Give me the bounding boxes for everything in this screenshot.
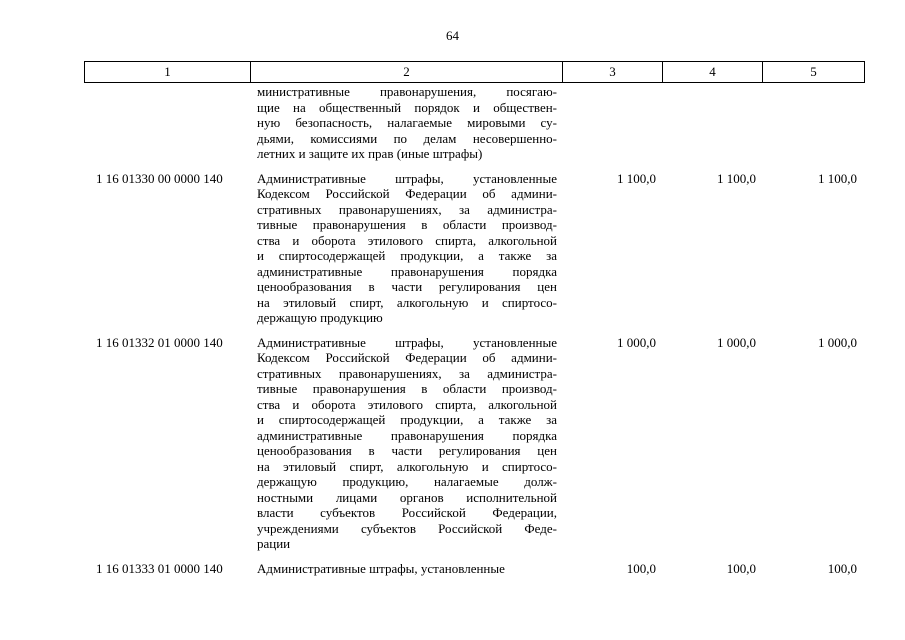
description-line: тивные правонарушения в области производ- (257, 381, 557, 396)
column-header-2: 2 (251, 62, 563, 82)
description-line: власти субъектов Российской Федерации, (257, 505, 557, 520)
description-line: министративные правонарушения, посягаю- (257, 84, 557, 99)
budget-code: 1 16 01333 01 0000 140 (96, 560, 223, 576)
description-line: на этиловый спирт, алкогольную и спиртосо- (257, 294, 557, 310)
description-line: Административные штрафы, установленные (257, 170, 557, 186)
description-line: Кодексом Российской Федерации об админи- (257, 350, 557, 365)
description-line: летних и защите их прав (иные штрафы) (257, 146, 483, 161)
description-line: держащую продукцию (257, 310, 383, 325)
amount-column-5: 100,0 (827, 560, 857, 576)
description-line: щие на общественный порядок и обществен- (257, 99, 557, 115)
table-row (84, 171, 865, 326)
amount-column-4: 1 000,0 (717, 334, 756, 350)
column-header-4: 4 (663, 62, 763, 82)
description-line: рации (257, 536, 291, 551)
page-number: 64 (446, 28, 459, 43)
description-line: ства и оборота этилового спирта, алкогольной (257, 396, 557, 412)
amount-column-4: 1 100,0 (717, 170, 756, 186)
description-line: учреждениями субъектов Российской Феде- (257, 520, 557, 536)
amount-column-4: 100,0 (726, 560, 756, 576)
description-line: ценообразования в части регулирования цен (257, 443, 557, 458)
description-line: Кодексом Российской Федерации об админи- (257, 186, 557, 201)
column-header-3: 3 (563, 62, 663, 82)
row-description (250, 335, 562, 552)
description-line: административные правонарушения порядка (257, 427, 557, 443)
amount-column-4 (662, 84, 762, 162)
description-line: ностными лицами органов исполнительной (257, 489, 557, 505)
description-line: ства и оборота этилового спирта, алкогольной (257, 232, 557, 248)
description-line: стративных правонарушениях, за администра- (257, 201, 557, 217)
budget-code (84, 84, 250, 162)
column-header-1: 1 (85, 62, 251, 82)
row-description (250, 171, 562, 326)
amount-column-5: 1 100,0 (818, 170, 857, 186)
row-description (250, 561, 562, 577)
table-header (84, 61, 865, 83)
amount-column-3: 1 100,0 (617, 170, 656, 186)
budget-code: 1 16 01330 00 0000 140 (96, 170, 223, 186)
description-line: стративных правонарушениях, за администра- (257, 365, 557, 381)
description-line: Административные штрафы, установленные (257, 334, 557, 350)
table-row (84, 84, 865, 162)
description-line: и спиртосодержащей продукции, а также за (257, 248, 557, 263)
description-line: ную безопасность, налагаемые мировыми су- (257, 115, 557, 130)
description-line: дьями, комиссиями по делам несовершенно- (257, 130, 557, 146)
row-description (250, 84, 562, 162)
table-row (84, 335, 865, 552)
table-body (84, 84, 865, 585)
description-line: и спиртосодержащей продукции, а также за (257, 412, 557, 427)
amount-column-5 (762, 84, 863, 162)
amount-column-3: 1 000,0 (617, 334, 656, 350)
column-header-5: 5 (810, 64, 817, 79)
description-line: ценообразования в части регулирования цен (257, 279, 557, 294)
description-line: на этиловый спирт, алкогольную и спиртосо- (257, 458, 557, 474)
amount-column-3 (562, 84, 662, 162)
budget-code: 1 16 01332 01 0000 140 (96, 334, 223, 350)
description-line: Административные штрафы, установленные (257, 560, 505, 576)
description-line: держащую продукцию, налагаемые долж- (257, 474, 557, 489)
amount-column-3: 100,0 (626, 560, 656, 576)
amount-column-5: 1 000,0 (818, 334, 857, 350)
description-line: административные правонарушения порядка (257, 263, 557, 279)
description-line: тивные правонарушения в области производ- (257, 217, 557, 232)
table-row (84, 561, 865, 577)
